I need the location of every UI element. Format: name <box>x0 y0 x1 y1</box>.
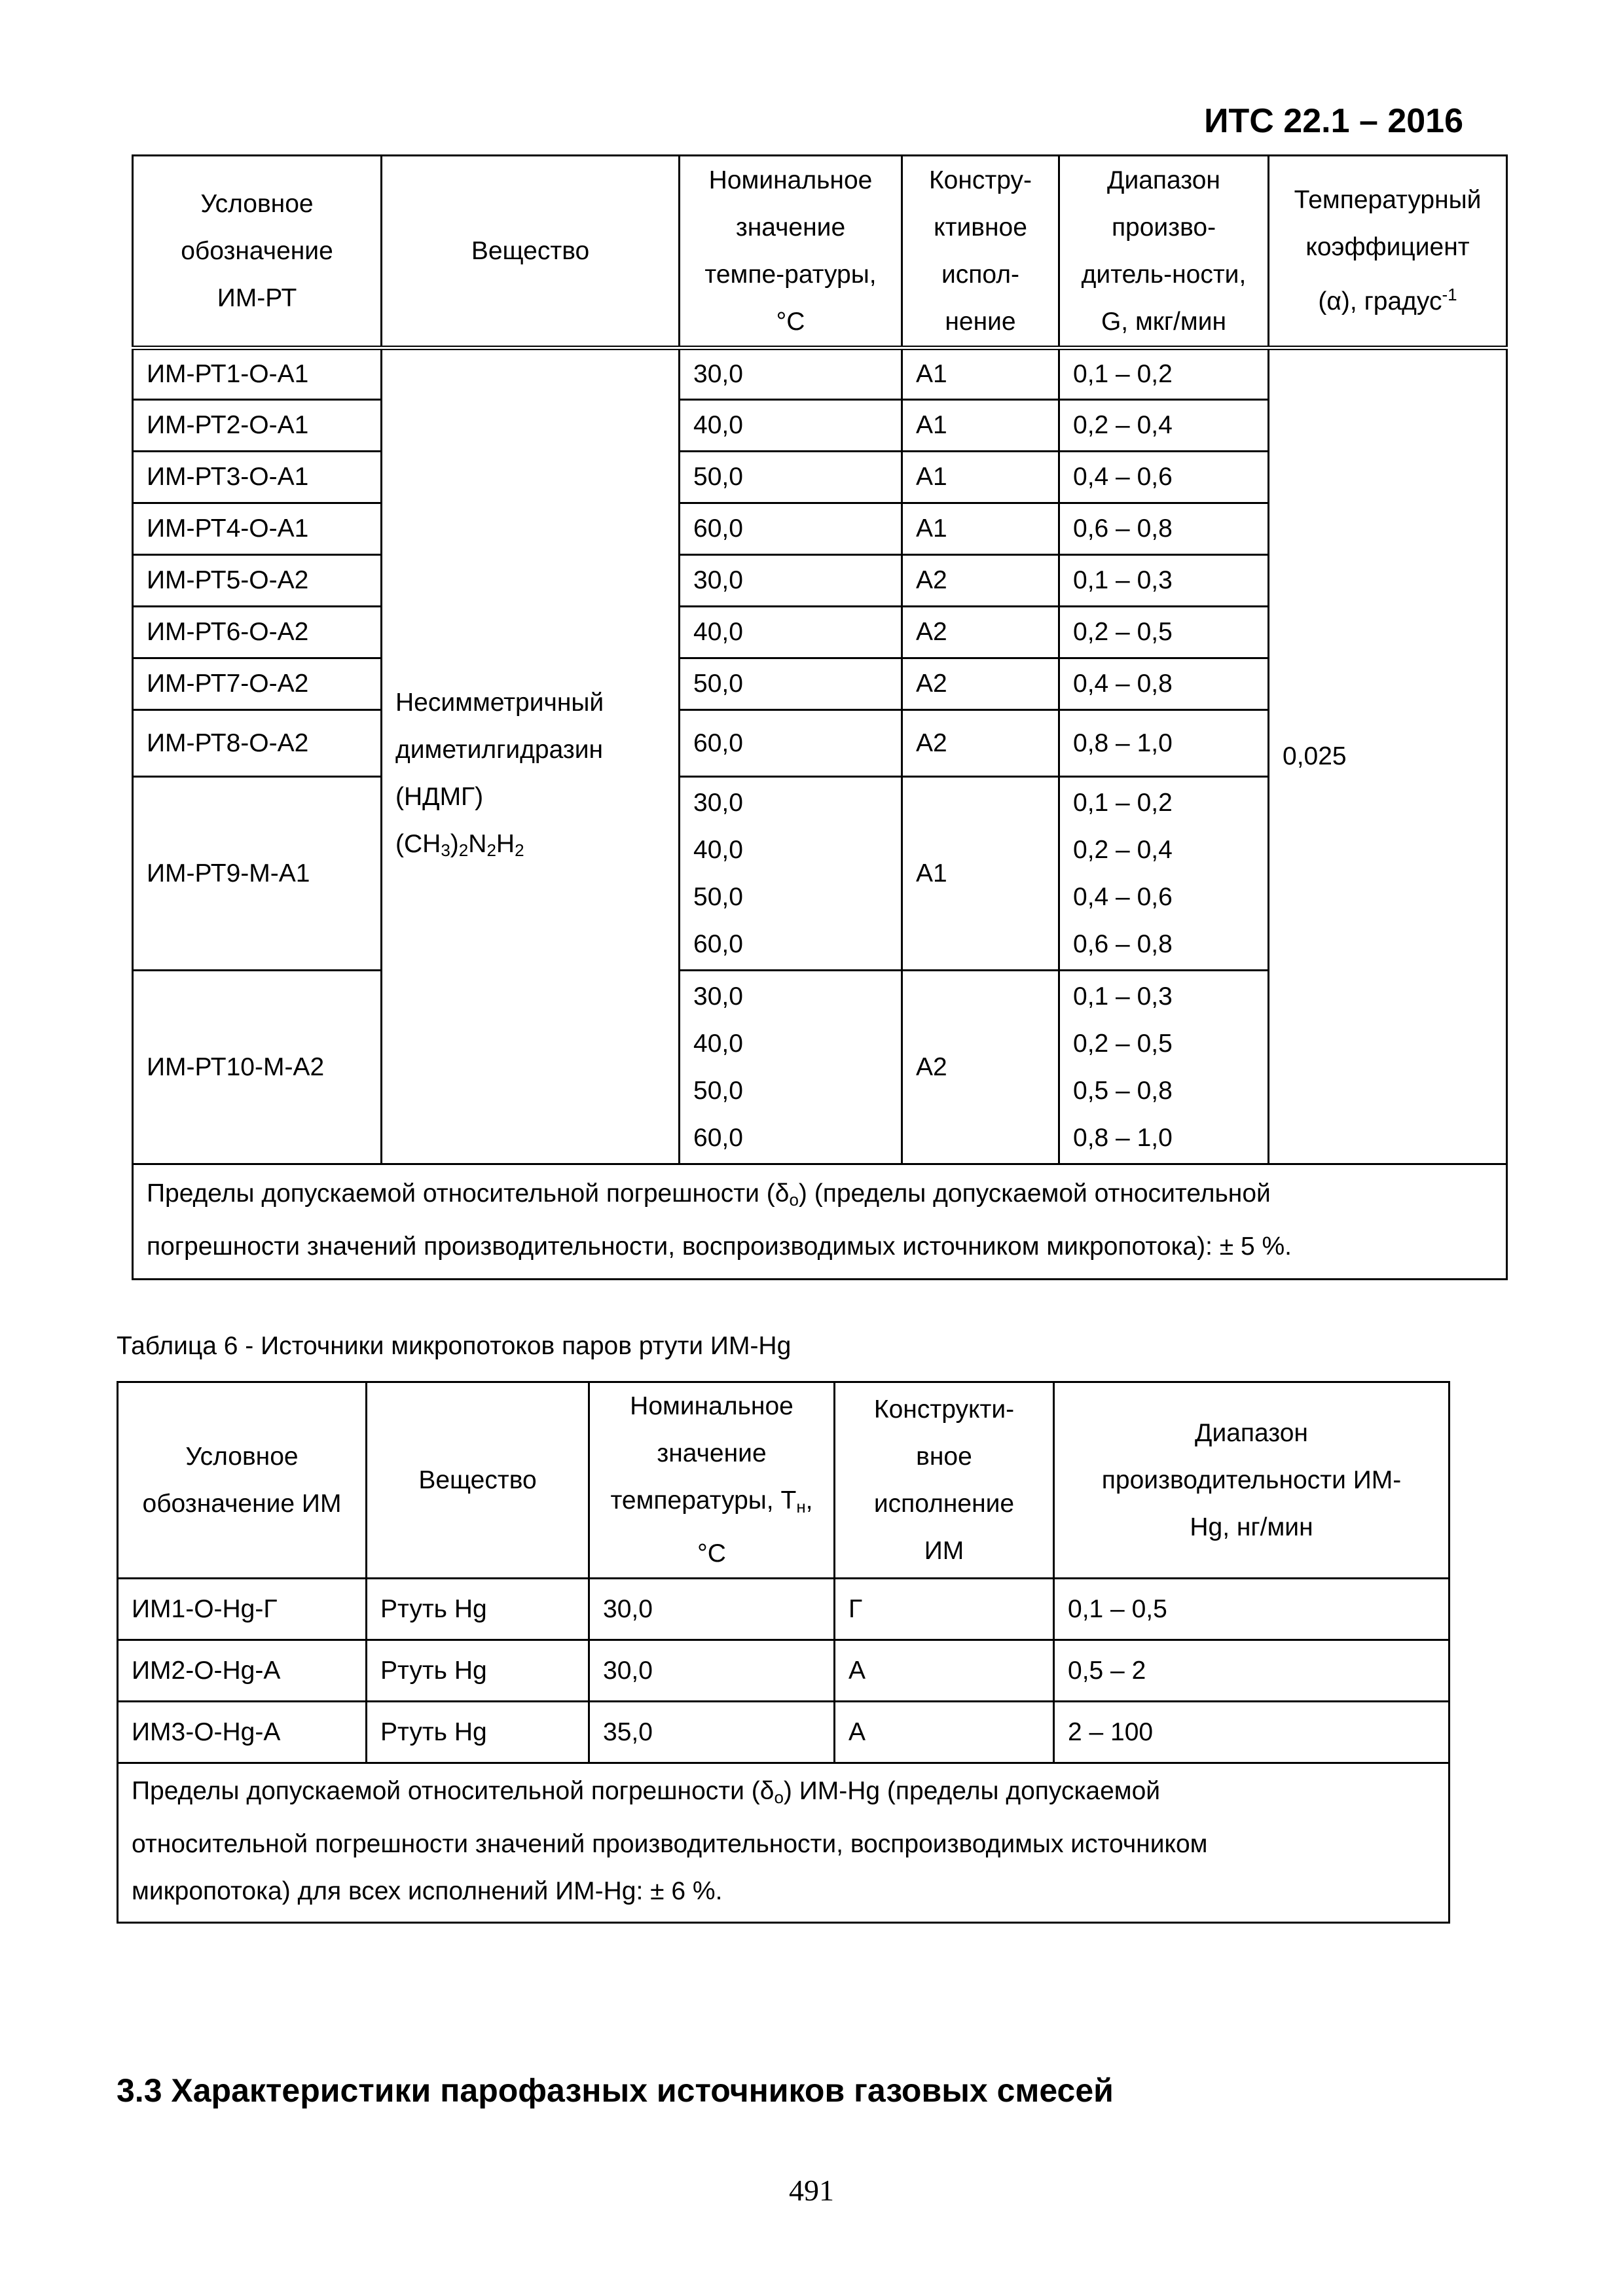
cell-temperature <box>680 971 902 1164</box>
table-row <box>118 1640 1450 1702</box>
header-line: темпе-ратуры, <box>704 260 877 289</box>
page-number: 491 <box>789 2174 834 2207</box>
cell-temperature: 30,0 <box>680 555 902 607</box>
cell-temperature: 50,0 <box>680 658 902 710</box>
note-text: Пределы допускаемой относительной погрешности (δ <box>147 1179 790 1208</box>
cell-substance: Ртуть Hg <box>367 1640 589 1702</box>
formula-sub: 3 <box>441 840 450 860</box>
note-line: относительной погрешности значений производительности, воспроизводимых источником <box>132 1830 1208 1858</box>
cell-temperature: 60,0 <box>680 710 902 777</box>
cell-substance <box>382 348 680 1164</box>
cell-substance: Ртуть Hg <box>367 1579 589 1640</box>
note-text: ) (пределы допускаемой относительной <box>798 1179 1271 1208</box>
cell-temperature: 50,0 <box>680 452 902 503</box>
cell-range: 0,6 – 0,8 <box>1059 503 1269 555</box>
cell-range: 0,4 – 0,6 <box>1059 452 1269 503</box>
cell-temperature: 40,0 <box>680 400 902 452</box>
header-line: °С <box>697 1539 726 1568</box>
cell-range <box>1059 971 1269 1164</box>
cell-line: 0,8 – 1,0 <box>1073 1123 1173 1152</box>
cell-range: 0,2 – 0,4 <box>1059 400 1269 452</box>
cell-range <box>1059 777 1269 971</box>
header-line: Номинальное <box>630 1392 793 1420</box>
header-line: Условное <box>200 189 314 218</box>
header-line: вное <box>916 1442 972 1471</box>
header-line: Констру- <box>928 166 1032 194</box>
superscript: -1 <box>1442 285 1457 304</box>
cell-design: Г <box>835 1579 1054 1640</box>
cell-temperature <box>680 777 902 971</box>
header-line: испол- <box>941 260 1019 289</box>
substance-line: Несимметричный <box>395 688 604 717</box>
cell-line: 40,0 <box>693 835 743 864</box>
table-row <box>118 1702 1450 1763</box>
cell-temperature: 40,0 <box>680 607 902 658</box>
cell-line: 0,1 – 0,3 <box>1073 982 1173 1011</box>
header-line: нение <box>945 307 1016 336</box>
header-text: температуры, Т <box>610 1486 797 1515</box>
header-line: Температурный <box>1294 186 1482 214</box>
note-line: погрешности значений производительности, воспроизводимых источником микропотока): ± 5 %. <box>147 1232 1292 1261</box>
cell-designation: ИМ-РТ9-М-А1 <box>133 777 382 971</box>
cell-coefficient: 0,025 <box>1269 348 1507 1164</box>
header-line: Условное <box>185 1442 299 1471</box>
cell-temperature: 35,0 <box>589 1702 835 1763</box>
header-line: Конструкти- <box>873 1395 1015 1424</box>
header-line: значение <box>657 1439 767 1467</box>
cell-range: 0,5 – 2 <box>1054 1640 1450 1702</box>
formula-part: N <box>468 829 487 858</box>
cell-design: А1 <box>902 452 1059 503</box>
header-line: дитель-ности, <box>1081 260 1247 289</box>
cell-design: А2 <box>902 607 1059 658</box>
note-text: ) ИМ-Hg (пределы допускаемой <box>783 1777 1161 1805</box>
cell-designation: ИМ-РТ2-О-А1 <box>133 400 382 452</box>
cell-line: 50,0 <box>693 882 743 911</box>
table-header-row <box>118 1382 1450 1579</box>
cell-designation: ИМ-РТ5-О-А2 <box>133 555 382 607</box>
header-sub: н <box>796 1497 806 1516</box>
cell-designation: ИМ-РТ1-О-А1 <box>133 348 382 400</box>
cell-designation: ИМ-РТ7-О-А2 <box>133 658 382 710</box>
header-line: ктивное <box>934 213 1027 242</box>
cell-temperature: 30,0 <box>589 1579 835 1640</box>
formula-sub: 2 <box>486 840 496 860</box>
cell-line: 50,0 <box>693 1076 743 1105</box>
table-note-row <box>118 1763 1450 1923</box>
header-substance: Вещество <box>382 156 680 348</box>
note-text: Пределы допускаемой относительной погрешности (δ <box>132 1777 775 1805</box>
header-substance: Вещество <box>367 1382 589 1579</box>
header-line: обозначение <box>181 236 333 265</box>
header-line: произво- <box>1111 213 1216 242</box>
header-designation <box>133 156 382 348</box>
cell-design: А1 <box>902 348 1059 400</box>
cell-line: 40,0 <box>693 1029 743 1058</box>
cell-substance: Ртуть Hg <box>367 1702 589 1763</box>
cell-range: 0,1 – 0,5 <box>1054 1579 1450 1640</box>
header-line: производительности ИМ- <box>1101 1465 1402 1494</box>
cell-designation: ИМ2-О-Hg-А <box>118 1640 367 1702</box>
cell-designation: ИМ3-О-Hg-А <box>118 1702 367 1763</box>
cell-line: 30,0 <box>693 788 743 817</box>
header-coefficient <box>1269 156 1507 348</box>
header-line: °С <box>776 307 805 336</box>
table-note <box>118 1763 1450 1923</box>
cell-design: А <box>835 1702 1054 1763</box>
formula-part: H <box>496 829 515 858</box>
header-line: ИМ-РТ <box>217 283 297 312</box>
cell-design: А2 <box>902 971 1059 1164</box>
formula-part: (CH <box>395 829 441 858</box>
note-sub: о <box>774 1787 784 1807</box>
header-text: (α), градус <box>1318 287 1442 315</box>
cell-line: 30,0 <box>693 982 743 1011</box>
header-design <box>902 156 1059 348</box>
note-line <box>132 1768 1435 1821</box>
cell-line: 0,5 – 0,8 <box>1073 1076 1173 1105</box>
cell-design: А1 <box>902 400 1059 452</box>
cell-designation: ИМ-РТ6-О-А2 <box>133 607 382 658</box>
header-line: обозначение ИМ <box>142 1489 342 1518</box>
formula-sub: 2 <box>458 840 469 860</box>
header-line: коэффициент <box>1305 233 1470 261</box>
cell-range: 2 – 100 <box>1054 1702 1450 1763</box>
header-designation <box>118 1382 367 1579</box>
substance-line: диметилгидразин <box>395 735 604 764</box>
cell-line: 0,6 – 0,8 <box>1073 929 1173 958</box>
section-heading: 3.3 Характеристики парофазных источников газовых смесей <box>117 2072 1114 2109</box>
header-range <box>1059 156 1269 348</box>
cell-range: 0,4 – 0,8 <box>1059 658 1269 710</box>
table-6 <box>117 1381 1450 1924</box>
header-line: ИМ <box>924 1536 964 1565</box>
formula-sub: 2 <box>515 840 524 860</box>
cell-line: 60,0 <box>693 1123 743 1152</box>
cell-line: 0,2 – 0,5 <box>1073 1029 1173 1058</box>
cell-line: 60,0 <box>693 929 743 958</box>
cell-design: А2 <box>902 658 1059 710</box>
header-line: исполнение <box>873 1489 1015 1518</box>
note-sub: о <box>789 1190 799 1210</box>
table-5 <box>132 154 1508 1280</box>
cell-temperature: 30,0 <box>680 348 902 400</box>
table-row <box>133 348 1507 400</box>
cell-design: А2 <box>902 555 1059 607</box>
cell-range: 0,2 – 0,5 <box>1059 607 1269 658</box>
cell-designation: ИМ1-О-Hg-Г <box>118 1579 367 1640</box>
cell-design: А1 <box>902 777 1059 971</box>
table-6-caption: Таблица 6 - Источники микропотоков паров ртути ИМ-Hg <box>117 1332 792 1360</box>
header-line <box>1283 271 1493 325</box>
header-range <box>1054 1382 1450 1579</box>
cell-temperature: 60,0 <box>680 503 902 555</box>
header-line: G, мкг/мин <box>1101 307 1227 336</box>
header-line: Номинальное <box>708 166 873 194</box>
cell-designation: ИМ-РТ4-О-А1 <box>133 503 382 555</box>
header-temperature <box>589 1382 835 1579</box>
header-temperature <box>680 156 902 348</box>
cell-design: А <box>835 1640 1054 1702</box>
table-header-row <box>133 156 1507 348</box>
header-line: Диапазон <box>1107 166 1220 194</box>
header-line: значение <box>735 213 846 242</box>
substance-formula <box>395 821 665 874</box>
table-note <box>133 1164 1507 1280</box>
cell-design: А2 <box>902 710 1059 777</box>
cell-designation: ИМ-РТ3-О-А1 <box>133 452 382 503</box>
cell-line: 0,2 – 0,4 <box>1073 835 1173 864</box>
cell-temperature: 30,0 <box>589 1640 835 1702</box>
header-line: Диапазон <box>1195 1418 1308 1447</box>
note-line <box>147 1170 1493 1223</box>
substance-line: (НДМГ) <box>395 782 484 811</box>
cell-range: 0,1 – 0,2 <box>1059 348 1269 400</box>
cell-designation: ИМ-РТ10-М-А2 <box>133 971 382 1164</box>
header-text: , <box>805 1486 813 1515</box>
table-row <box>118 1579 1450 1640</box>
cell-design: А1 <box>902 503 1059 555</box>
note-line: микропотока) для всех исполнений ИМ-Hg: ± 6 %. <box>132 1877 723 1905</box>
header-line <box>603 1477 820 1530</box>
header-design <box>835 1382 1054 1579</box>
cell-line: 0,4 – 0,6 <box>1073 882 1173 911</box>
cell-designation: ИМ-РТ8-О-А2 <box>133 710 382 777</box>
table-note-row <box>133 1164 1507 1280</box>
formula-part: ) <box>450 829 459 858</box>
cell-line: 0,1 – 0,2 <box>1073 788 1173 817</box>
cell-range: 0,1 – 0,3 <box>1059 555 1269 607</box>
document-header: ИТС 22.1 – 2016 <box>1204 102 1463 140</box>
cell-range: 0,8 – 1,0 <box>1059 710 1269 777</box>
header-line: Hg, нг/мин <box>1190 1513 1313 1541</box>
